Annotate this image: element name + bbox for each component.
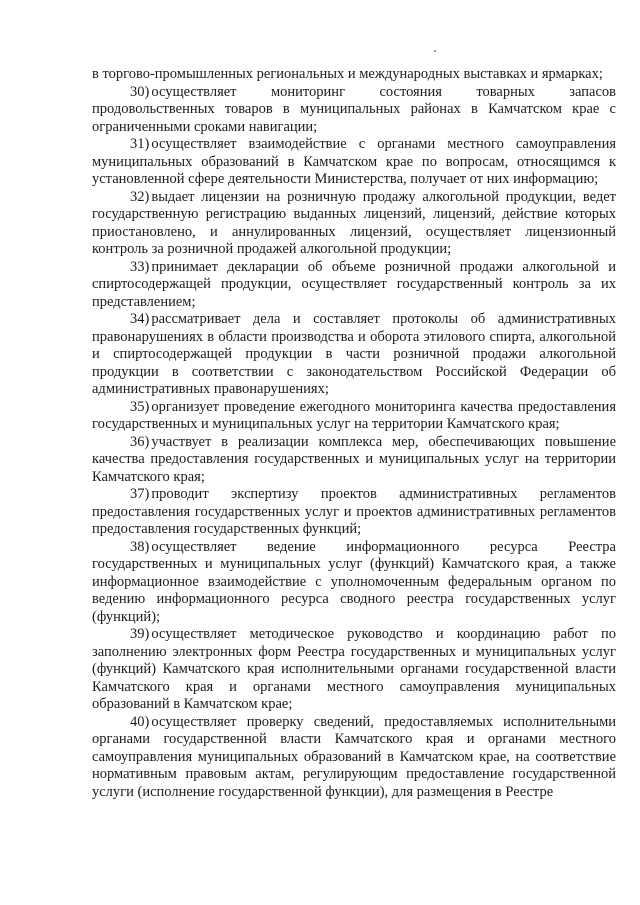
item-text: осуществляет проверку сведений, предоставляемых исполнительными органами государственной власти Камчатского края и органами местного самоуправления муниципальных образований в Камчатском крае, на соответствие нормативным правовым актам, регулирующим предоставление государственной услуги (исполнение государственной функции), для размещения в Реестре: [92, 713, 616, 800]
item-number: 37): [130, 486, 150, 502]
item-text: осуществляет мониторинг состояния товарных запасов продовольственных товаров в муниципальных районах в Камчатском крае с ограниченными сроками навигации;: [92, 83, 616, 135]
item-number: 34): [130, 311, 150, 327]
item-text: осуществляет ведение информационного ресурса Реестра государственных и муниципальных услуг (функций) Камчатского края, а также информационное взаимодействие с уполномоченным федеральным органом по ведению информационного ресурса сводного реестра государственных услуг (функций);: [92, 538, 616, 625]
list-item: [92, 486, 616, 539]
scan-speck: [434, 50, 436, 52]
item-number: 39): [130, 626, 150, 642]
item-number: 38): [130, 538, 150, 555]
list-item: [92, 311, 616, 399]
list-item: [92, 434, 616, 487]
continuation-paragraph: в торгово-промышленных региональных и международных выставках и ярмарках;: [92, 66, 603, 82]
list-item: [92, 189, 616, 259]
list-item: [92, 84, 616, 137]
item-text: осуществляет методическое руководство и координацию работ по заполнению электронных форм Реестра государственных и муниципальных услуг (функций) Камчатского края исполнительными органами государственной власти Камчатского края и органами местного самоуправления муниципальных образований в Камчатском крае;: [92, 626, 616, 712]
item-text: участвует в реализации комплекса мер, обеспечивающих повышение качества предоставления государственных и муниципальных услуг на территории Камчатского края;: [92, 433, 616, 485]
item-text: проводит экспертизу проектов административных регламентов предоставления государственных услуг и проектов административных регламентов предоставления государственных функций;: [92, 486, 616, 537]
item-text: организует проведение ежегодного мониторинга качества предоставления государственных и муниципальных услуг на территории Камчатского края;: [92, 398, 616, 432]
item-text: выдает лицензии на розничную продажу алкогольной продукции, ведет государственную регистрацию выданных лицензий, лицензий, действие которых приостановлено, и аннулированных лицензий, осуществляет лицензионный контроль за розничной продажей алкогольной продукции;: [92, 188, 616, 257]
document-body: [92, 66, 616, 801]
item-number: 36): [130, 433, 150, 450]
item-number: 31): [130, 136, 150, 152]
item-number: 32): [130, 188, 150, 205]
item-number: 30): [130, 83, 150, 100]
item-number: 35): [130, 398, 150, 415]
list-item: [92, 539, 616, 627]
list-item: [92, 259, 616, 312]
list-item: [92, 626, 616, 714]
list-item: [92, 714, 616, 802]
list-item: [92, 136, 616, 189]
item-number: 33): [130, 258, 150, 275]
item-text: рассматривает дела и составляет протоколы об административных правонарушениях в области производства и оборота этилового спирта, алкогольной и спиртосодержащей продукции в части розничной продажи алкогольной продукции в соответствии с законодательством Российской Федерации об административных правонарушениях;: [92, 311, 616, 397]
list-item: [92, 399, 616, 434]
item-number: 40): [130, 713, 150, 730]
item-text: принимает декларации об объеме розничной продажи алкогольной и спиртосодержащей продукции, осуществляет государственный контроль за их представлением;: [92, 258, 616, 310]
item-text: осуществляет взаимодействие с органами местного самоуправления муниципальных образований в Камчатском крае по вопросам, относящимся к установленной сфере деятельности Министерства, получает от них информацию;: [92, 136, 616, 187]
